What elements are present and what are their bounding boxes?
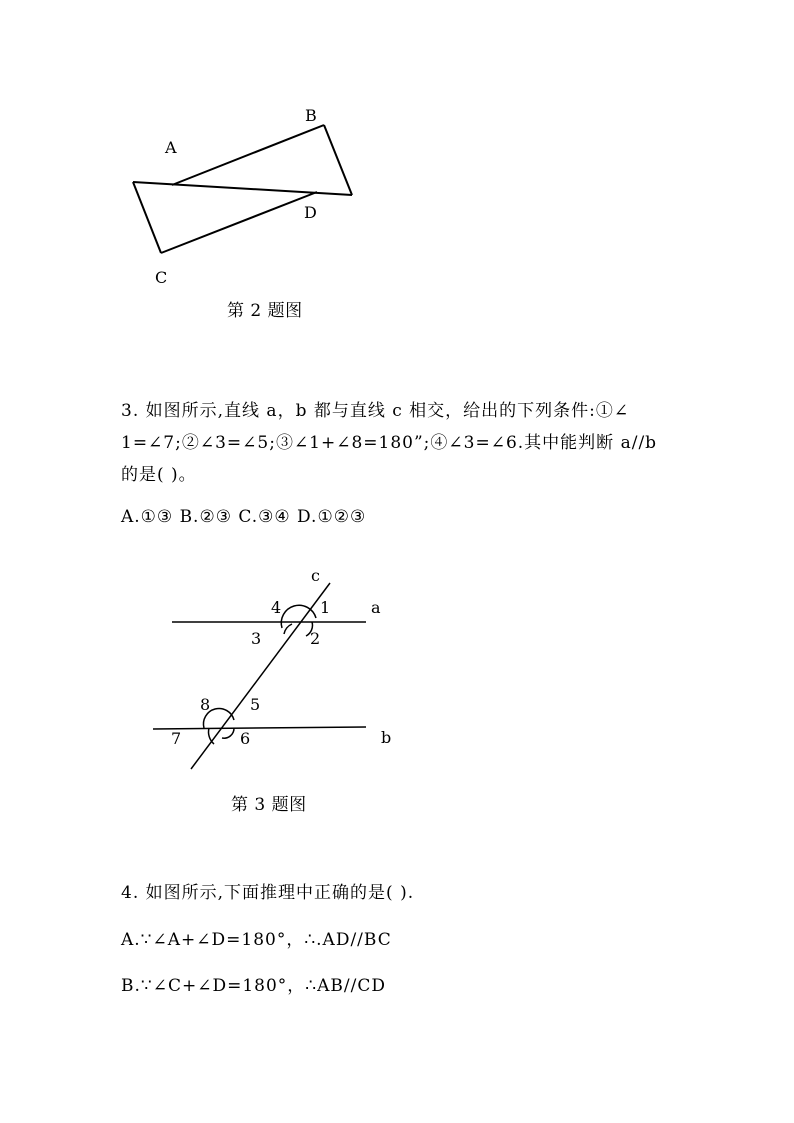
label-D: D	[304, 203, 317, 222]
label-C: C	[155, 268, 168, 287]
label-b: b	[381, 728, 392, 747]
arc-angle-7	[209, 728, 214, 744]
label-angle-2: 2	[310, 629, 321, 648]
arc-angle-3	[284, 624, 292, 634]
question-4-option-b: B.∵∠C+∠D=180°，∴AB//CD	[121, 976, 386, 996]
question-3-line-1: 3. 如图所示,直线 a，b 都与直线 c 相交，给出的下列条件:①∠	[121, 401, 630, 421]
question-3-line-2: 1=∠7;②∠3=∠5;③∠1+∠8=180”;④∠3=∠6.其中能判断 a//b	[121, 433, 658, 453]
label-a: a	[371, 598, 381, 617]
segment-A-C	[133, 182, 161, 253]
question-3-options: A.①③ B.②③ C.③④ D.①②③	[121, 507, 367, 527]
label-angle-6: 6	[240, 729, 251, 748]
label-angle-7: 7	[171, 729, 182, 748]
label-angle-5: 5	[250, 695, 261, 714]
label-angle-8: 8	[200, 695, 211, 714]
line-b	[153, 727, 366, 729]
segment-B-D	[324, 125, 352, 195]
question-4-option-a: A.∵∠A+∠D=180°，∴.AD//BC	[121, 930, 392, 950]
label-c: c	[311, 566, 320, 585]
label-B: B	[305, 106, 317, 125]
label-angle-1: 1	[320, 598, 331, 617]
label-angle-3: 3	[251, 629, 262, 648]
figure-2-caption: 第 2 题图	[227, 301, 303, 321]
segment-A-B	[172, 125, 324, 185]
question-4-stem: 4. 如图所示,下面推理中正确的是( ).	[121, 883, 415, 903]
arc-angle-6	[222, 728, 234, 738]
label-angle-4: 4	[271, 598, 282, 617]
segment-C-D	[161, 192, 317, 253]
figure-3-diagram	[153, 583, 366, 769]
label-A: A	[165, 138, 177, 157]
figure-3-caption: 第 3 题图	[231, 795, 307, 815]
question-3-line-3: 的是( )。	[121, 465, 197, 485]
segment-D-A	[133, 182, 352, 195]
